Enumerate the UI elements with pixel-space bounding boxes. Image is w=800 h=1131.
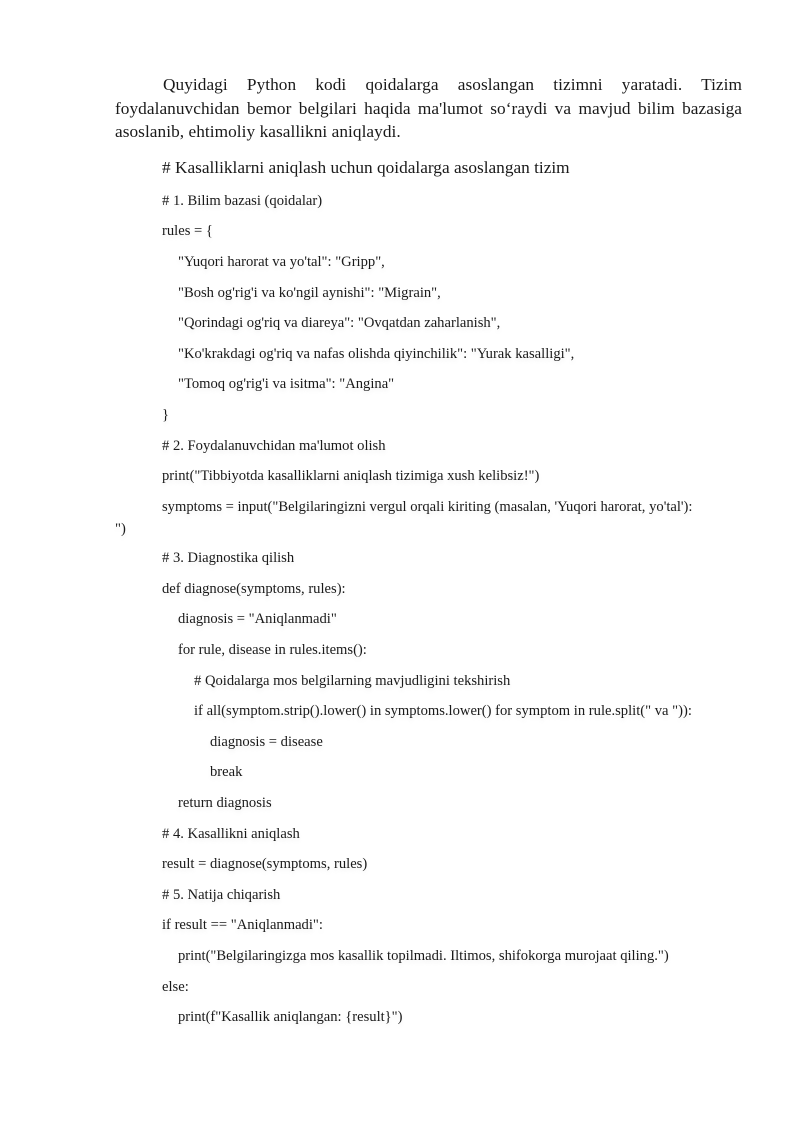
code-line: def diagnose(symptoms, rules): bbox=[162, 581, 346, 597]
intro-paragraph: Quyidagi Python kodi qoidalarga asoslangan tizimni yaratadi. Tizim foydalanuvchidan bemor belgilari haqida ma'lumot so‘raydi va mavjud bilim bazasiga asoslanib, ehtimoliy kasallikni aniqlaydi. bbox=[115, 75, 742, 141]
code-comment: # Qoidalarga mos belgilarning mavjudligini tekshirish bbox=[194, 673, 511, 689]
code-line: } bbox=[162, 407, 170, 423]
code-line: "Tomoq og'rig'i va isitma": "Angina" bbox=[178, 376, 395, 392]
code-heading: # Kasalliklarni aniqlash uchun qoidalarga asoslangan tizim bbox=[162, 158, 570, 177]
code-comment: # 5. Natija chiqarish bbox=[162, 887, 281, 903]
code-line: "Bosh og'rig'i va ko'ngil aynishi": "Migrain", bbox=[178, 285, 441, 301]
code-line: print(f"Kasallik aniqlangan: {result}") bbox=[178, 1009, 403, 1025]
code-comment: # 2. Foydalanuvchidan ma'lumot olish bbox=[162, 438, 386, 454]
code-line: symptoms = input("Belgilaringizni vergul orqali kiriting (masalan, 'Yuqori harorat, yo'tal'): bbox=[162, 499, 693, 515]
code-comment: # 3. Diagnostika qilish bbox=[162, 550, 295, 566]
code-line: print("Belgilaringizga mos kasallik topilmadi. Iltimos, shifokorga murojaat qiling.") bbox=[178, 948, 669, 964]
code-line: return diagnosis bbox=[178, 795, 272, 811]
code-line: if all(symptom.strip().lower() in symptoms.lower() for symptom in rule.split(" va ")): bbox=[194, 703, 692, 719]
code-line: print("Tibbiyotda kasalliklarni aniqlash tizimiga xush kelibsiz!") bbox=[162, 468, 540, 484]
code-line: else: bbox=[162, 979, 189, 995]
code-line-continuation: ") bbox=[115, 521, 126, 537]
code-line: "Yuqori harorat va yo'tal": "Gripp", bbox=[178, 254, 385, 270]
code-comment: # 1. Bilim bazasi (qoidalar) bbox=[162, 193, 323, 209]
code-line: result = diagnose(symptoms, rules) bbox=[162, 856, 368, 872]
code-line: rules = { bbox=[162, 223, 213, 239]
code-line: "Qorindagi og'riq va diareya": "Ovqatdan zaharlanish", bbox=[178, 315, 501, 331]
code-line: diagnosis = disease bbox=[210, 734, 323, 750]
code-line: for rule, disease in rules.items(): bbox=[178, 642, 367, 658]
code-line: if result == "Aniqlanmadi": bbox=[162, 917, 323, 933]
code-comment: # 4. Kasallikni aniqlash bbox=[162, 826, 300, 842]
code-line: diagnosis = "Aniqlanmadi" bbox=[178, 611, 337, 627]
code-line: "Ko'krakdagi og'riq va nafas olishda qiyinchilik": "Yurak kasalligi", bbox=[178, 346, 575, 362]
code-line: break bbox=[210, 764, 243, 780]
